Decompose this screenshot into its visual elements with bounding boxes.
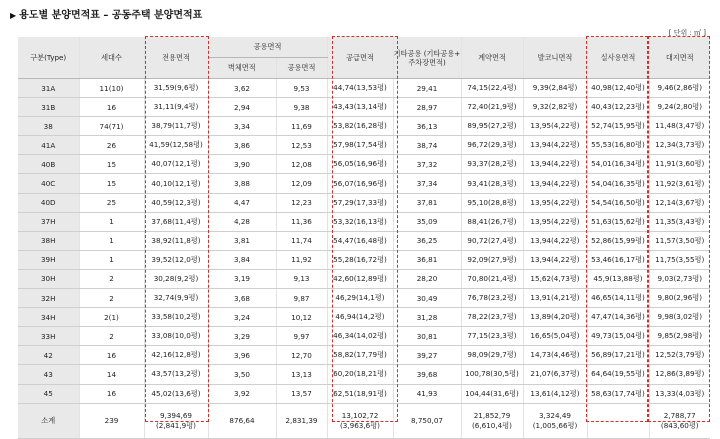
cell-exclusive: 42,16(12,8평) [144,346,208,365]
cell-land: 9,03(2,73평) [649,269,710,288]
cell-wall: 3,68 [208,289,276,308]
cell-households: 11(10) [79,79,144,98]
cell-other: 39,68 [393,365,461,384]
cell-other: 31,28 [393,308,461,327]
cell-exclusive: 30,28(9,2평) [144,269,208,288]
cell-shared: 12,70 [276,346,327,365]
cell-other: 37,81 [393,193,461,212]
header-other: 기타공용 (기타공용+ 주차장면적) [393,37,461,79]
cell-other: 37,34 [393,174,461,193]
area-table [18,37,710,439]
table-row [18,79,710,98]
cell-contract: 92,09(27,9평) [461,250,523,269]
cell-other: 39,27 [393,346,461,365]
cell-supply: 57,29(17,33평) [327,193,393,212]
cell-type: 39H [18,250,79,269]
cell-shared: 11,36 [276,212,327,231]
cell-other: 36,81 [393,250,461,269]
table-row [18,327,710,346]
cell-balcony: 13,95(4,22평) [523,117,587,136]
cell-other: 29,41 [393,79,461,98]
cell-other: 38,74 [393,136,461,155]
cell-households: 15 [79,174,144,193]
cell-contract: 77,15(23,3평) [461,327,523,346]
cell-exclusive: 45,02(13,6평) [144,384,208,403]
cell-other: 28,20 [393,269,461,288]
header-wall: 벽체면적 [208,58,276,79]
cell-households: 16 [79,346,144,365]
cell-shared: 9,87 [276,289,327,308]
cell-type: 38H [18,231,79,250]
total-balcony: 3,324,49 (1,005,66평) [523,403,587,438]
cell-actual: 54,01(16,34평) [587,155,649,174]
cell-other: 30,81 [393,327,461,346]
cell-type: 40B [18,155,79,174]
cell-type: 31A [18,79,79,98]
cell-contract: 74,15(22,4평) [461,79,523,98]
cell-land: 11,91(3,60평) [649,155,710,174]
cell-wall: 3,84 [208,250,276,269]
cell-shared: 9,97 [276,327,327,346]
cell-type: 41A [18,136,79,155]
cell-wall: 3,90 [208,155,276,174]
cell-balcony: 13,89(4,20평) [523,308,587,327]
header-common: 공용면적 [208,37,327,58]
table-row [18,212,710,231]
cell-shared: 12,09 [276,174,327,193]
unit-label: [ 단위 : ㎡ ] [668,29,706,37]
cell-exclusive: 31,11(9,4평) [144,98,208,117]
cell-contract: 72,40(21,9평) [461,98,523,117]
cell-households: 16 [79,384,144,403]
header-land: 대지면적 [649,37,710,79]
total-supply: 13,102,72 (3,963,6평) [327,403,393,438]
cell-land: 11,57(3,50평) [649,231,710,250]
cell-balcony: 9,39(2,84평) [523,79,587,98]
table-row [18,98,710,117]
total-land: 2,788,77 (843,60평) [649,403,710,438]
table-row [18,308,710,327]
cell-shared: 12,23 [276,193,327,212]
total-row [18,403,710,438]
cell-households: 2 [79,327,144,346]
cell-type: 37H [18,212,79,231]
cell-wall: 3,81 [208,231,276,250]
cell-balcony: 9,32(2,82평) [523,98,587,117]
table-row [18,117,710,136]
cell-exclusive: 40,10(12,1평) [144,174,208,193]
cell-supply: 53,82(16,28평) [327,117,393,136]
cell-exclusive: 43,57(13,2평) [144,365,208,384]
cell-type: 32H [18,289,79,308]
cell-land: 11,35(3,43평) [649,212,710,231]
header-actual: 실사용면적 [587,37,649,79]
header-supply: 공급면적 [327,37,393,79]
cell-type: 43 [18,365,79,384]
cell-households: 15 [79,155,144,174]
cell-balcony: 13,95(4,22평) [523,212,587,231]
cell-shared: 9,38 [276,98,327,117]
cell-wall: 3,19 [208,269,276,288]
cell-contract: 98,09(29,7평) [461,346,523,365]
cell-shared: 10,12 [276,308,327,327]
cell-exclusive: 33,58(10,2평) [144,308,208,327]
cell-actual: 56,89(17,21평) [587,346,649,365]
cell-other: 35,09 [393,212,461,231]
cell-supply: 53,32(16,13평) [327,212,393,231]
cell-exclusive: 40,59(12,3평) [144,193,208,212]
cell-actual: 52,86(15,99평) [587,231,649,250]
cell-supply: 44,74(13,53평) [327,79,393,98]
cell-shared: 13,13 [276,365,327,384]
cell-contract: 96,72(29,3평) [461,136,523,155]
total-actual [587,403,649,438]
cell-contract: 70,80(21,4평) [461,269,523,288]
total-exclusive: 9,394,69 (2,841,9평) [144,403,208,438]
cell-land: 11,48(3,47평) [649,117,710,136]
cell-contract: 89,95(27,2평) [461,117,523,136]
cell-shared: 12,53 [276,136,327,155]
triangle-icon: ▶ [10,11,17,20]
cell-shared: 11,74 [276,231,327,250]
cell-households: 14 [79,365,144,384]
cell-land: 9,98(3,02평) [649,308,710,327]
cell-supply: 62,51(18,91평) [327,384,393,403]
cell-actual: 54,54(16,50평) [587,193,649,212]
cell-shared: 13,57 [276,384,327,403]
table-row [18,136,710,155]
cell-actual: 40,98(12,40평) [587,79,649,98]
cell-supply: 54,47(16,48평) [327,231,393,250]
cell-shared: 11,92 [276,250,327,269]
header-contract: 계약면적 [461,37,523,79]
cell-households: 25 [79,193,144,212]
cell-wall: 4,47 [208,193,276,212]
cell-land: 13,33(4,03평) [649,384,710,403]
cell-type: 40C [18,174,79,193]
header-exclusive: 전용면적 [144,37,208,79]
cell-exclusive: 41,59(12,58평) [144,136,208,155]
table-row [18,231,710,250]
table-row [18,269,710,288]
cell-contract: 76,78(23,2평) [461,289,523,308]
cell-other: 37,32 [393,155,461,174]
cell-type: 31B [18,98,79,117]
cell-households: 2 [79,269,144,288]
cell-balcony: 16,65(5,04평) [523,327,587,346]
page-title-text: 용도별 분양면적표 – 공동주택 분양면적표 [19,10,203,21]
cell-wall: 4,28 [208,212,276,231]
cell-households: 26 [79,136,144,155]
cell-contract: 93,37(28,2평) [461,155,523,174]
cell-wall: 3,86 [208,136,276,155]
cell-shared: 9,53 [276,79,327,98]
cell-supply: 55,28(16,72평) [327,250,393,269]
cell-households: 74(71) [79,117,144,136]
total-wall: 876,64 [208,403,276,438]
cell-land: 11,75(3,55평) [649,250,710,269]
cell-type: 42 [18,346,79,365]
cell-balcony: 15,62(4,73평) [523,269,587,288]
table-row [18,193,710,212]
cell-exclusive: 33,08(10,0평) [144,327,208,346]
cell-contract: 90,72(27,4평) [461,231,523,250]
cell-supply: 60,20(18,21평) [327,365,393,384]
cell-type: 38 [18,117,79,136]
cell-supply: 46,29(14,1평) [327,289,393,308]
cell-actual: 55,53(16,80평) [587,136,649,155]
cell-type: 34H [18,308,79,327]
cell-actual: 49,73(15,04평) [587,327,649,346]
cell-balcony: 13,94(4,22평) [523,231,587,250]
cell-wall: 2,94 [208,98,276,117]
total-other: 8,750,07 [393,403,461,438]
cell-exclusive: 32,74(9,9평) [144,289,208,308]
cell-contract: 100,78(30,5평) [461,365,523,384]
table-row [18,384,710,403]
cell-supply: 57,98(17,54평) [327,136,393,155]
cell-exclusive: 40,07(12,1평) [144,155,208,174]
table-row [18,174,710,193]
cell-actual: 45,9(13,88평) [587,269,649,288]
header-type: 구분(Type) [18,37,79,79]
cell-supply: 46,34(14,02평) [327,327,393,346]
cell-wall: 3,62 [208,79,276,98]
cell-exclusive: 37,68(11,4평) [144,212,208,231]
cell-land: 9,24(2,80평) [649,98,710,117]
cell-wall: 3,34 [208,117,276,136]
cell-supply: 43,43(13,14평) [327,98,393,117]
cell-actual: 54,04(16,35평) [587,174,649,193]
cell-supply: 56,05(16,96평) [327,155,393,174]
header-households: 세대수 [79,37,144,79]
cell-wall: 3,96 [208,346,276,365]
cell-supply: 42,60(12,89평) [327,269,393,288]
cell-land: 12,34(3,73평) [649,136,710,155]
cell-supply: 46,94(14,2평) [327,308,393,327]
cell-exclusive: 38,92(11,8평) [144,231,208,250]
cell-land: 9,80(2,96평) [649,289,710,308]
cell-land: 9,85(2,98평) [649,327,710,346]
cell-type: 45 [18,384,79,403]
cell-shared: 9,13 [276,269,327,288]
cell-exclusive: 31,59(9,6평) [144,79,208,98]
table-row [18,155,710,174]
cell-land: 9,46(2,86평) [649,79,710,98]
table-row [18,250,710,269]
total-label: 소계 [18,403,79,438]
cell-type: 40D [18,193,79,212]
cell-exclusive: 39,52(12,0평) [144,250,208,269]
table-row [18,365,710,384]
cell-balcony: 13,94(4,22평) [523,250,587,269]
cell-land: 11,92(3,61평) [649,174,710,193]
cell-actual: 46,65(14,11평) [587,289,649,308]
cell-households: 2 [79,289,144,308]
cell-actual: 53,46(16,17평) [587,250,649,269]
cell-balcony: 13,95(4,22평) [523,193,587,212]
cell-actual: 47,47(14,36평) [587,308,649,327]
cell-contract: 88,41(26,7평) [461,212,523,231]
cell-contract: 95,10(28,8평) [461,193,523,212]
cell-type: 33H [18,327,79,346]
cell-type: 30H [18,269,79,288]
cell-balcony: 13,94(4,22평) [523,155,587,174]
cell-actual: 64,64(19,55평) [587,365,649,384]
cell-wall: 3,24 [208,308,276,327]
table-row [18,289,710,308]
cell-households: 1 [79,231,144,250]
cell-other: 36,25 [393,231,461,250]
cell-actual: 40,43(12,23평) [587,98,649,117]
cell-balcony: 13,94(4,22평) [523,174,587,193]
cell-balcony: 21,07(6,37평) [523,365,587,384]
cell-households: 16 [79,98,144,117]
cell-land: 12,86(3,89평) [649,365,710,384]
cell-shared: 11,69 [276,117,327,136]
cell-actual: 52,74(15,95평) [587,117,649,136]
cell-other: 30,49 [393,289,461,308]
header-balcony: 발코니면적 [523,37,587,79]
cell-households: 2(1) [79,308,144,327]
cell-balcony: 14,73(4,46평) [523,346,587,365]
cell-balcony: 13,91(4,21평) [523,289,587,308]
cell-wall: 3,29 [208,327,276,346]
cell-actual: 58,63(17,74평) [587,384,649,403]
cell-other: 41,93 [393,384,461,403]
cell-other: 28,97 [393,98,461,117]
cell-land: 12,14(3,67평) [649,193,710,212]
cell-households: 1 [79,212,144,231]
table-row [18,346,710,365]
cell-other: 36,13 [393,117,461,136]
cell-shared: 12,08 [276,155,327,174]
cell-supply: 58,82(17,79평) [327,346,393,365]
cell-land: 12,52(3,79평) [649,346,710,365]
cell-contract: 78,22(23,7평) [461,308,523,327]
total-households: 239 [79,403,144,438]
total-shared: 2,831,39 [276,403,327,438]
cell-exclusive: 38,79(11,7평) [144,117,208,136]
cell-wall: 3,92 [208,384,276,403]
header-shared: 공용면적 [276,58,327,79]
total-contract: 21,852,79 (6,610,4평) [461,403,523,438]
cell-contract: 93,41(28,3평) [461,174,523,193]
page-title [10,6,202,21]
cell-actual: 51,63(15,62평) [587,212,649,231]
cell-contract: 104,44(31,6평) [461,384,523,403]
cell-wall: 3,88 [208,174,276,193]
cell-supply: 56,07(16,96평) [327,174,393,193]
cell-wall: 3,50 [208,365,276,384]
cell-balcony: 13,94(4,22평) [523,136,587,155]
cell-households: 1 [79,250,144,269]
cell-balcony: 13,61(4,12평) [523,384,587,403]
